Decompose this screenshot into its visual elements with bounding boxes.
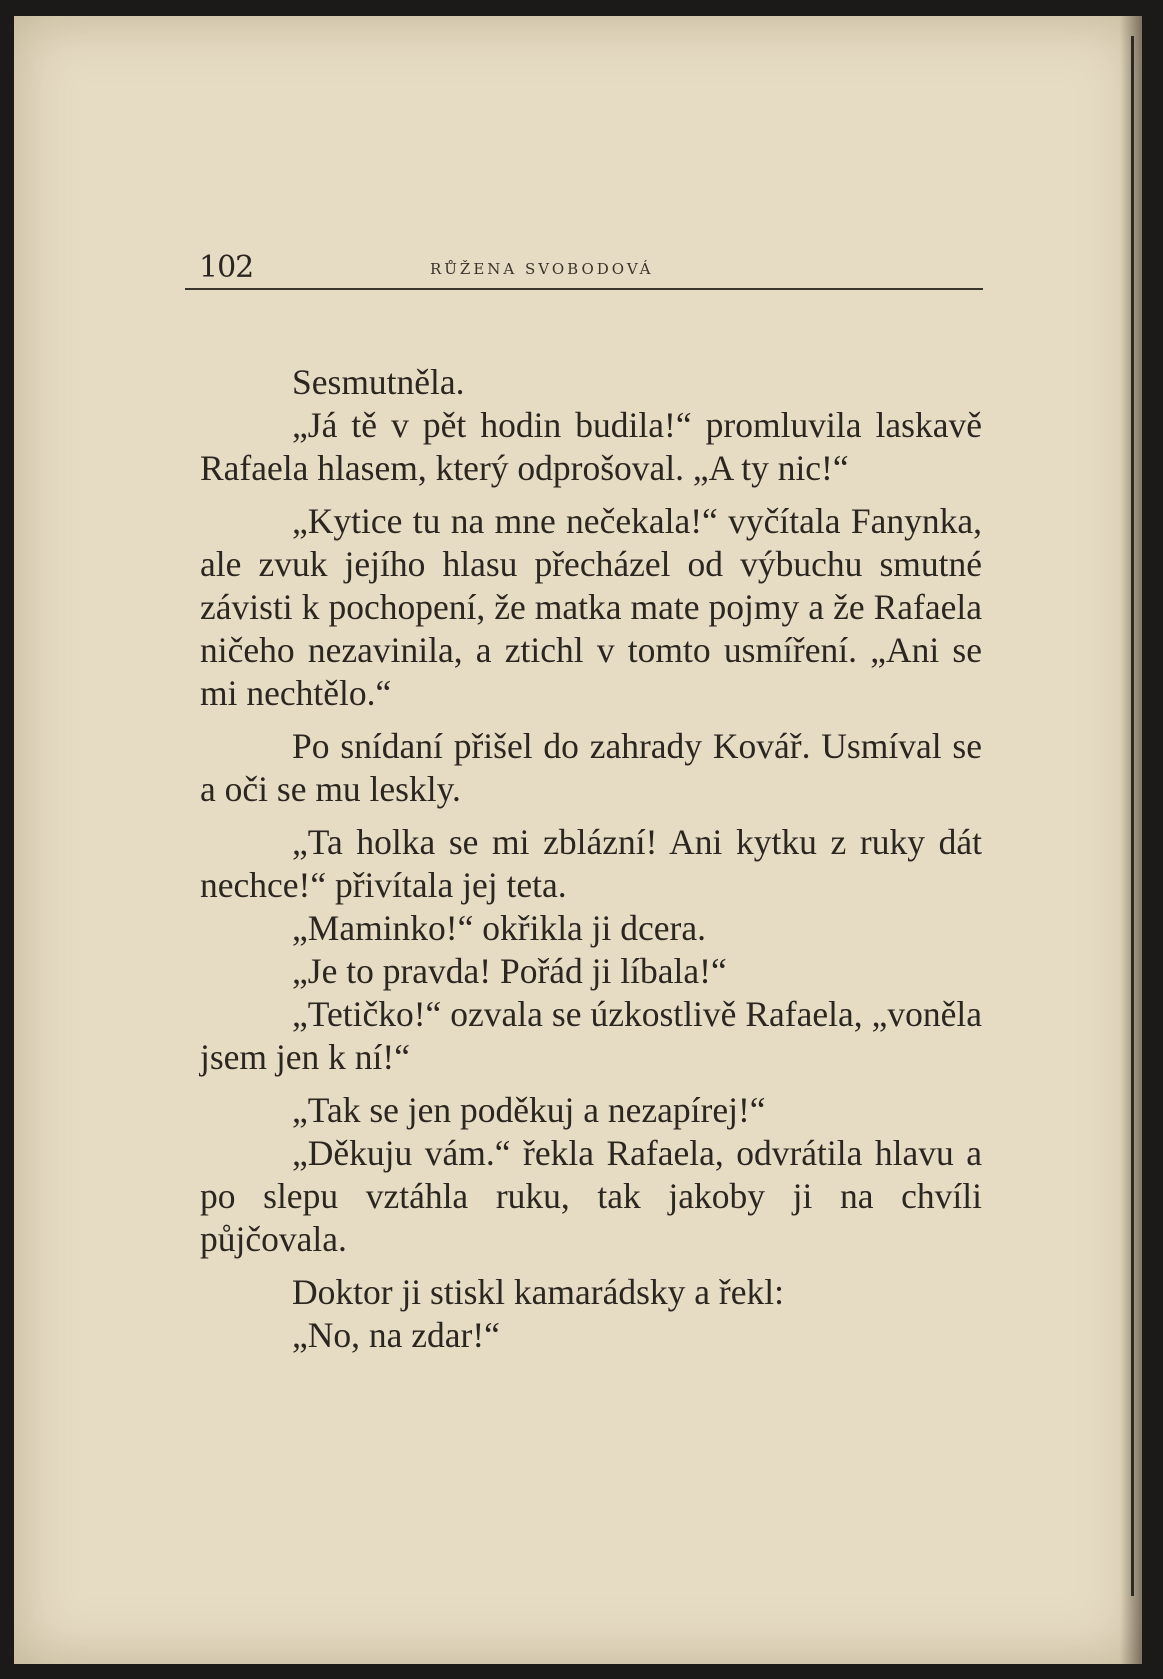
paragraph: Po snídaní přišel do zahrady Kovář. Usmíval se a oči se mu leskly. (200, 726, 982, 809)
page-edge-line (1131, 36, 1134, 1596)
paragraph: „Maminko!“ okřikla ji dcera. (292, 908, 707, 948)
body-text (200, 361, 982, 1357)
paragraph: „Děkuju vám.“ řekla Rafaela, odvrátila hlavu a po slepu vztáhla ruku, tak jakoby ji na chvíli půjčovala. (200, 1133, 982, 1259)
book-page (14, 16, 1142, 1664)
paragraph: „Je to pravda! Pořád ji líbala!“ (292, 951, 727, 991)
paragraph: „Já tě v pět hodin budila!“ promluvila laskavě Rafaela hlasem, který odprošoval. „A ty nic!“ (200, 405, 982, 488)
paragraph: Sesmutněla. (292, 362, 465, 402)
running-title: RŮŽENA SVOBODOVÁ (430, 260, 654, 278)
paragraph: „Ta holka se mi zblázní! Ani kytku z ruky dát nechce!“ přivítala jej teta. (200, 822, 982, 905)
page-number: 102 (199, 250, 254, 285)
paragraph: „No, na zdar!“ (292, 1315, 500, 1355)
paragraph: „Tak se jen poděkuj a nezapírej!“ (292, 1090, 766, 1130)
page-header (185, 248, 983, 290)
paragraph: „Tetičko!“ ozvala se úzkostlivě Rafaela, „voněla jsem jen k ní!“ (200, 994, 982, 1077)
paragraph: „Kytice tu na mne nečekala!“ vyčítala Fanynka, ale zvuk jejího hlasu přecházel od výbuchu smutné závisti k pochopení, že matka mate pojmy a že Rafaela ničeho nezavinila, a ztichl v tomto usmíření. „Ani se mi nechtělo.“ (200, 501, 982, 713)
paragraph: Doktor ji stiskl kamarádsky a řekl: (292, 1272, 784, 1312)
